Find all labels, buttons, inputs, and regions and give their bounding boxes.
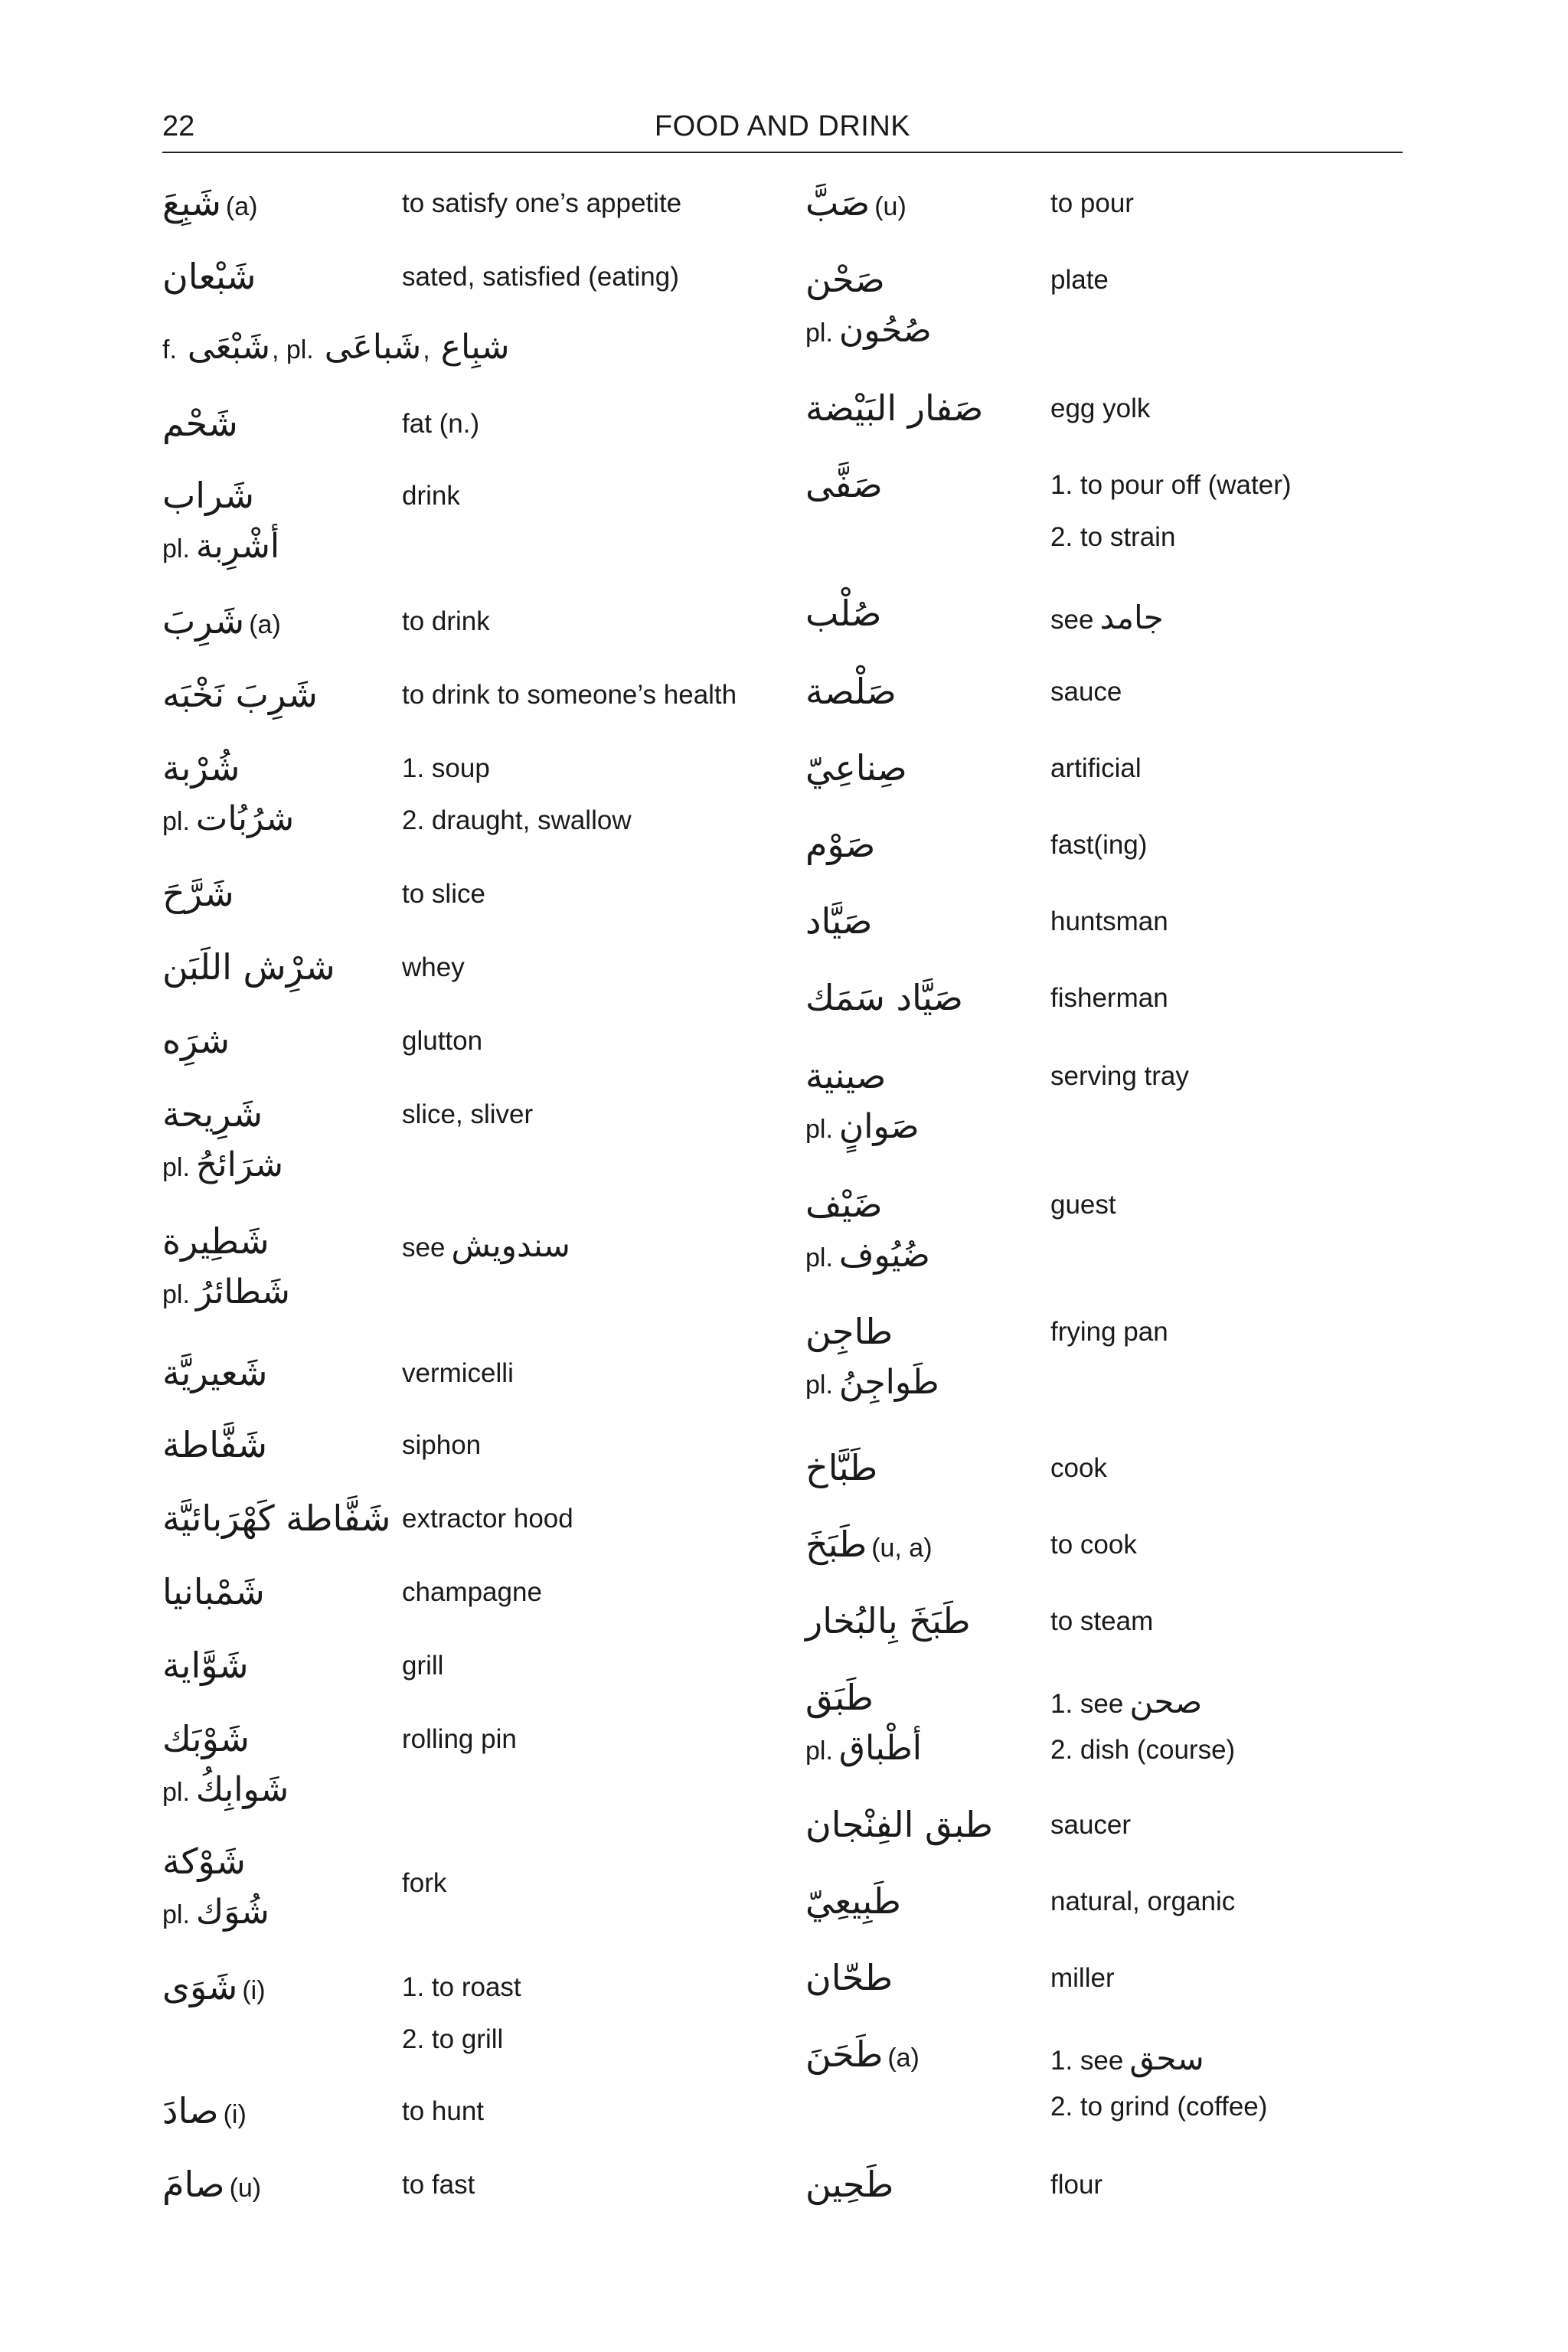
gloss: to drink — [402, 606, 490, 636]
vowel-note: (u) — [874, 192, 906, 221]
gloss: 1. see — [1050, 2046, 1124, 2076]
arabic-term: شرَِه — [162, 1020, 230, 1061]
arabic-term: شَرَّحَ — [162, 873, 234, 914]
arabic-term: صينية — [805, 1055, 887, 1096]
arabic-term: طحّان — [805, 1957, 893, 1998]
arabic-term: طَبَّاخ — [805, 1447, 878, 1488]
gloss: see — [402, 1233, 446, 1263]
arabic-term: شَحْم — [162, 403, 238, 444]
arabic-term: طَحَنَ — [805, 2034, 884, 2075]
gloss: to drink to someone’s health — [402, 680, 737, 710]
gloss: flour — [1050, 2170, 1103, 2200]
arabic-term: طَبِيعِيّ — [805, 1880, 901, 1922]
arabic-term: شَوَّاية — [162, 1645, 249, 1686]
arabic-term: صَبَّ — [805, 182, 871, 224]
gloss: 1. to pour off (water) — [1050, 470, 1292, 500]
gloss: rolling pin — [402, 1724, 517, 1754]
arabic-term: شَوْكة — [162, 1841, 246, 1882]
arabic-term: شَبْعَى — [187, 328, 270, 367]
running-title: FOOD AND DRINK — [654, 110, 911, 142]
plural-form: ضُيُوف — [838, 1236, 930, 1275]
arabic-term: صُلْب — [805, 593, 882, 634]
arabic-term: طَبَخَ — [805, 1524, 867, 1565]
gloss: natural, organic — [1050, 1886, 1236, 1916]
vowel-note: (a) — [249, 610, 281, 639]
cross-reference: سحق — [1129, 2040, 1204, 2077]
gloss-2: 2. to strain — [1050, 522, 1176, 552]
gloss: cook — [1050, 1453, 1107, 1483]
gloss: drink — [402, 481, 460, 511]
plural-form: شُوَك — [195, 1893, 270, 1932]
arabic-term: شبِاع — [440, 328, 510, 367]
gloss: to cook — [1050, 1530, 1137, 1560]
gloss: see — [1050, 605, 1094, 635]
arabic-term: طاجِن — [805, 1311, 893, 1352]
gloss: 1. soup — [402, 753, 490, 783]
plural-form: شَطائرُ — [195, 1272, 290, 1312]
vowel-note: (a) — [887, 2043, 920, 2073]
arabic-term: شَرِبَ — [162, 600, 245, 642]
gloss: 1. see — [1050, 1689, 1124, 1719]
gloss: sated, satisfied (eating) — [402, 262, 679, 292]
arabic-term: شَطِيرة — [162, 1220, 270, 1262]
arabic-term: طَبَخَ بِالبُخار — [805, 1600, 971, 1642]
gloss: to steam — [1050, 1606, 1154, 1636]
gloss-2: 2. to grind (coffee) — [1050, 2092, 1268, 2122]
gloss: grill — [402, 1651, 444, 1681]
arabic-term: صَوْم — [805, 824, 876, 865]
plural-form: شَوابِكُ — [195, 1770, 289, 1809]
arabic-term: طبق الفِنْجان — [805, 1804, 993, 1845]
gloss: whey — [402, 952, 465, 982]
gloss: frying pan — [1050, 1317, 1168, 1347]
arabic-term: صامَ — [162, 2164, 225, 2205]
gloss: guest — [1050, 1190, 1116, 1220]
gloss: vermicelli — [402, 1358, 514, 1388]
arabic-term: شَمْبانيا — [162, 1571, 265, 1612]
gloss: fisherman — [1050, 983, 1168, 1013]
arabic-term: صَيَّاد — [805, 900, 873, 942]
gloss: siphon — [402, 1430, 482, 1460]
label-plural: , pl. — [271, 335, 314, 364]
arabic-term: صَلْصة — [805, 671, 897, 712]
vowel-note: (a) — [225, 192, 258, 221]
arabic-term: شُرْبة — [162, 747, 240, 789]
gloss: to hunt — [402, 2096, 485, 2126]
gloss: glutton — [402, 1026, 483, 1056]
gloss: serving tray — [1050, 1061, 1189, 1091]
cross-reference: صحن — [1129, 1683, 1203, 1720]
plural-form: صَوانٍ — [838, 1107, 920, 1146]
gloss: 1. to roast — [402, 1972, 521, 2002]
vowel-note: (i) — [242, 1976, 266, 2005]
arabic-term: صِناعِيّ — [805, 747, 907, 789]
arabic-term: طَبَق — [805, 1677, 874, 1718]
arabic-term: شَوَى — [162, 1966, 238, 2007]
page-number: 22 — [162, 110, 195, 142]
plural-form: أشْرِبة — [195, 527, 280, 566]
plural-form: طَواجِنُ — [838, 1363, 939, 1402]
arabic-term: شَعيريَّة — [162, 1352, 268, 1393]
gloss-2: 2. dish (course) — [1050, 1735, 1236, 1765]
separator: , — [423, 335, 430, 364]
gloss: artificial — [1050, 753, 1142, 783]
gloss: fat (n.) — [402, 409, 480, 439]
arabic-term: صَيَّاد سَمَك — [805, 977, 963, 1018]
gloss-2: 2. to grill — [402, 2024, 504, 2054]
cross-reference: جامد — [1099, 599, 1164, 636]
arabic-term: صَحْن — [805, 259, 885, 300]
vowel-note: (u) — [229, 2174, 262, 2203]
gloss: saucer — [1050, 1810, 1132, 1840]
gloss: to fast — [402, 2170, 475, 2200]
cross-reference: سندويش — [451, 1227, 570, 1264]
gloss: egg yolk — [1050, 394, 1151, 423]
arabic-term: شَبْعان — [162, 256, 256, 297]
arabic-term: شَفَّاطة — [162, 1424, 268, 1465]
gloss: slice, sliver — [402, 1099, 534, 1129]
gloss: fast(ing) — [1050, 830, 1148, 860]
vowel-note: (u, a) — [871, 1534, 933, 1563]
arabic-term: شَباعَى — [324, 328, 422, 367]
plural-form: أطْباق — [838, 1729, 922, 1768]
plural-form: شرُبُات — [195, 799, 295, 838]
vowel-note: (i) — [223, 2100, 247, 2129]
gloss: fork — [402, 1868, 447, 1898]
gloss: extractor hood — [402, 1504, 573, 1534]
gloss: to satisfy one’s appetite — [402, 188, 682, 218]
page-header — [162, 106, 1403, 153]
arabic-term: شَرِبَ نَخْبَه — [162, 674, 318, 715]
plural-form: شرَائحُ — [195, 1145, 283, 1184]
arabic-term: صَفَّى — [805, 464, 883, 505]
arabic-term: شَرِيحة — [162, 1093, 263, 1135]
arabic-term: صادَ — [162, 2090, 219, 2132]
gloss: huntsman — [1050, 906, 1168, 936]
label-feminine: f. — [162, 335, 177, 364]
gloss: sauce — [1050, 677, 1122, 707]
arabic-term: صَفار البَيْضة — [805, 387, 984, 429]
gloss: to pour — [1050, 188, 1134, 218]
arabic-term: طَحِين — [805, 2164, 894, 2205]
gloss: plate — [1050, 265, 1109, 295]
arabic-term: ضَيْف — [805, 1184, 883, 1225]
arabic-term: شَفَّاطة كَهْرَبائيَّة — [162, 1498, 391, 1539]
gloss: miller — [1050, 1963, 1115, 1993]
gloss-2: 2. draught, swallow — [402, 805, 632, 835]
arabic-term: شرِْش اللَبَن — [162, 946, 335, 988]
arabic-term: شَوْبَك — [162, 1718, 250, 1759]
plural-form: صُحُون — [838, 311, 932, 350]
gloss: to slice — [402, 879, 485, 909]
arabic-term: شَراب — [162, 475, 255, 516]
arabic-term: شَبِعَ — [162, 182, 221, 224]
gloss: champagne — [402, 1577, 542, 1607]
